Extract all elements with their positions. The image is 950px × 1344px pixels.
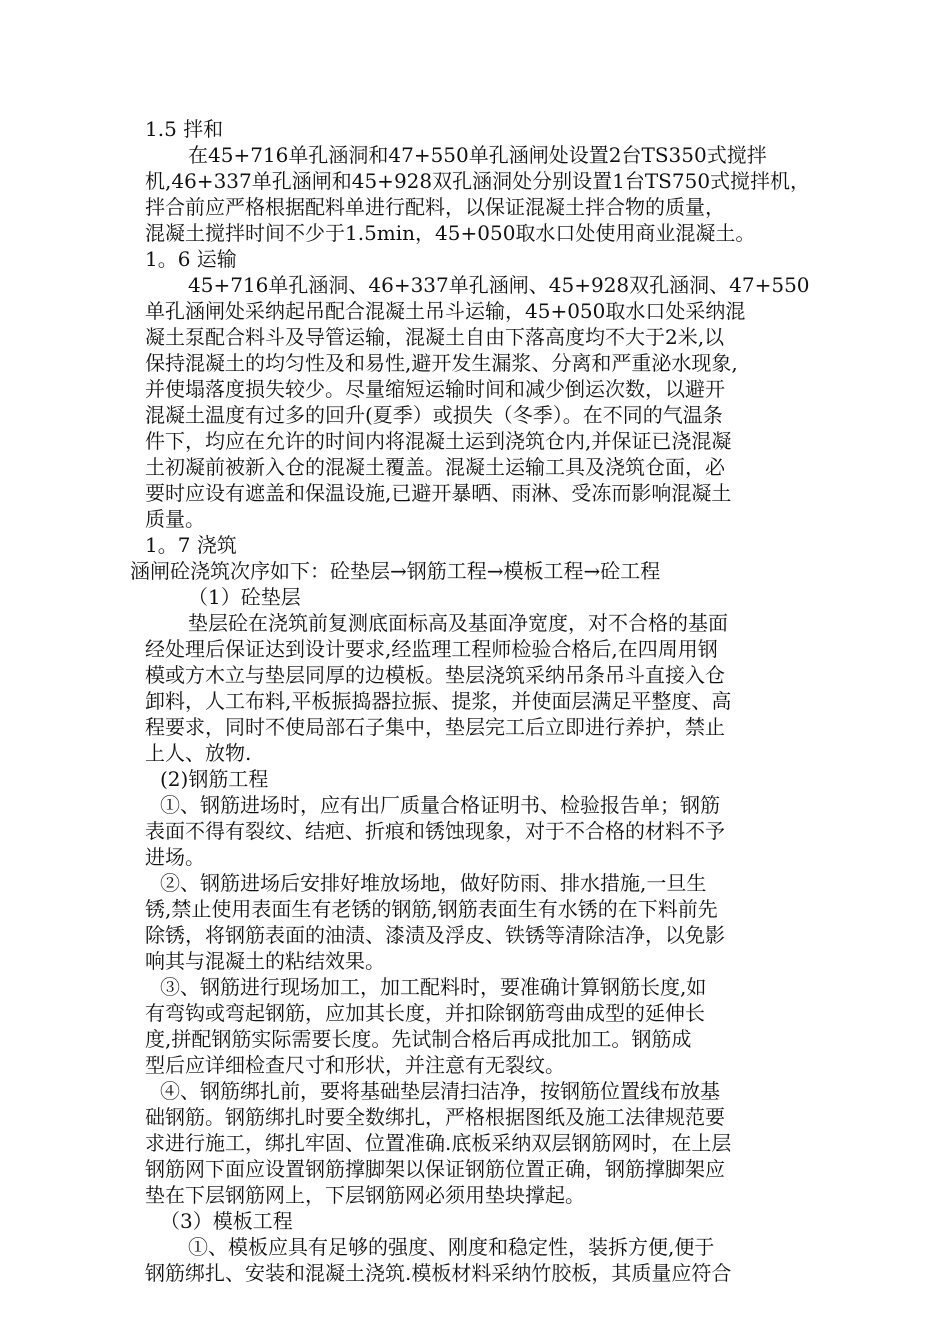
text-line: 进场。 xyxy=(145,845,205,869)
subheading-rebar: (2)钢筋工程 xyxy=(160,767,269,791)
text-line: 垫层砼在浇筑前复测底面标高及基面净宽度，对不合格的基面 xyxy=(188,611,728,635)
text-line: 模或方木立与垫层同厚的边模板。垫层浇筑采纳吊条吊斗直接入仓 xyxy=(145,663,725,687)
text-line: ①、模板应具有足够的强度、刚度和稳定性，装拆方便,便于 xyxy=(188,1235,715,1259)
text-line: 响其与混凝土的粘结效果。 xyxy=(145,949,385,973)
text-line: 程要求，同时不使局部石子集中，垫层完工后立即进行养护，禁止 xyxy=(145,715,725,739)
text-line: 凝土泵配合料斗及导管运输，混凝土自由下落高度均不大于2米,以 xyxy=(145,325,725,349)
heading-1-6: 1。6 运输 xyxy=(145,247,237,271)
heading-1-7: 1。7 浇筑 xyxy=(145,533,237,557)
text-line: 卸料，人工布料,平板振捣器拉振、提浆，并使面层满足平整度、高 xyxy=(145,689,732,713)
text-line: 有弯钩或弯起钢筋，应加其长度，并扣除钢筋弯曲成型的延伸长 xyxy=(145,1001,705,1025)
text-line: ④、钢筋绑扎前，要将基础垫层清扫洁净，按钢筋位置线布放基 xyxy=(160,1079,720,1103)
text-line: 保持混凝土的均匀性及和易性,避开发生漏浆、分离和严重泌水现象, xyxy=(145,351,738,375)
text-line: 拌合前应严格根据配料单进行配料，以保证混凝土拌合物的质量， xyxy=(145,195,725,219)
text-line: 表面不得有裂纹、结疤、折痕和锈蚀现象，对于不合格的材料不予 xyxy=(145,819,725,843)
text-line: 质量。 xyxy=(145,507,205,531)
text-line: 求进行施工，绑扎牢固、位置准确.底板采纳双层钢筋网时，在上层 xyxy=(145,1131,732,1155)
text-line: 45+716单孔涵洞、46+337单孔涵闸、45+928双孔涵洞、47+550 xyxy=(188,273,810,297)
text-line: 型后应详细检查尺寸和形状，并注意有无裂纹。 xyxy=(145,1053,565,1077)
text-line: 度,拼配钢筋实际需要长度。先试制合格后再成批加工。钢筋成 xyxy=(145,1027,692,1051)
text-line: ①、钢筋进场时，应有出厂质量合格证明书、检验报告单；钢筋 xyxy=(160,793,720,817)
text-line: 件下，均应在允许的时间内将混凝土运到浇筑仓内,并保证已浇混凝 xyxy=(145,429,732,453)
text-line: ②、钢筋进场后安排好堆放场地，做好防雨、排水措施,一旦生 xyxy=(160,871,707,895)
pour-sequence: 涵闸砼浇筑次序如下：砼垫层→钢筋工程→模板工程→砼工程 xyxy=(130,559,661,583)
text-line: 混凝土温度有过多的回升(夏季）或损失（冬季）。在不同的气温条 xyxy=(145,403,723,427)
text-line: 单孔涵闸处采纳起吊配合混凝土吊斗运输，45+050取水口处采纳混 xyxy=(145,299,746,323)
text-line: 钢筋网下面应设置钢筋撑脚架以保证钢筋位置正确，钢筋撑脚架应 xyxy=(145,1157,725,1181)
text-line: 混凝土搅拌时间不少于1.5min，45+050取水口处使用商业混凝土。 xyxy=(145,221,756,245)
text-line: 经处理后保证达到设计要求,经监理工程师检验合格后,在四周用钢 xyxy=(145,637,718,661)
subheading-formwork: （3）模板工程 xyxy=(160,1209,293,1233)
text-line: 并使塌落度损失较少。尽量缩短运输时间和减少倒运次数，以避开 xyxy=(145,377,725,401)
text-line: 除锈，将钢筋表面的油渍、漆渍及浮皮、铁锈等清除洁净，以免影 xyxy=(145,923,725,947)
text-line: 础钢筋。钢筋绑扎时要全数绑扎，严格根据图纸及施工法律规范要 xyxy=(145,1105,725,1129)
text-line: 上人、放物. xyxy=(145,741,252,765)
text-line: 钢筋绑扎、安装和混凝土浇筑.模板材料采纳竹胶板，其质量应符合 xyxy=(145,1261,732,1285)
text-line: 锈,禁止使用表面生有老锈的钢筋,钢筋表面生有水锈的在下料前先 xyxy=(145,897,718,921)
text-line: 要时应设有遮盖和保温设施,已避开暴晒、雨淋、受冻而影响混凝土 xyxy=(145,481,732,505)
subheading-cushion: （1）砼垫层 xyxy=(188,585,301,609)
text-line: 土初凝前被新入仓的混凝土覆盖。混凝土运输工具及浇筑仓面，必 xyxy=(145,455,725,479)
text-line: ③、钢筋进行现场加工，加工配料时，要准确计算钢筋长度,如 xyxy=(160,975,707,999)
text-line: 机,46+337单孔涵闸和45+928双孔涵洞处分别设置1台TS750式搅拌机， xyxy=(145,169,811,193)
text-line: 在45+716单孔涵洞和47+550单孔涵闸处设置2台TS350式搅拌 xyxy=(188,143,767,167)
text-line: 垫在下层钢筋网上，下层钢筋网必须用垫块撑起。 xyxy=(145,1183,585,1207)
heading-1-5: 1.5 拌和 xyxy=(145,117,224,141)
